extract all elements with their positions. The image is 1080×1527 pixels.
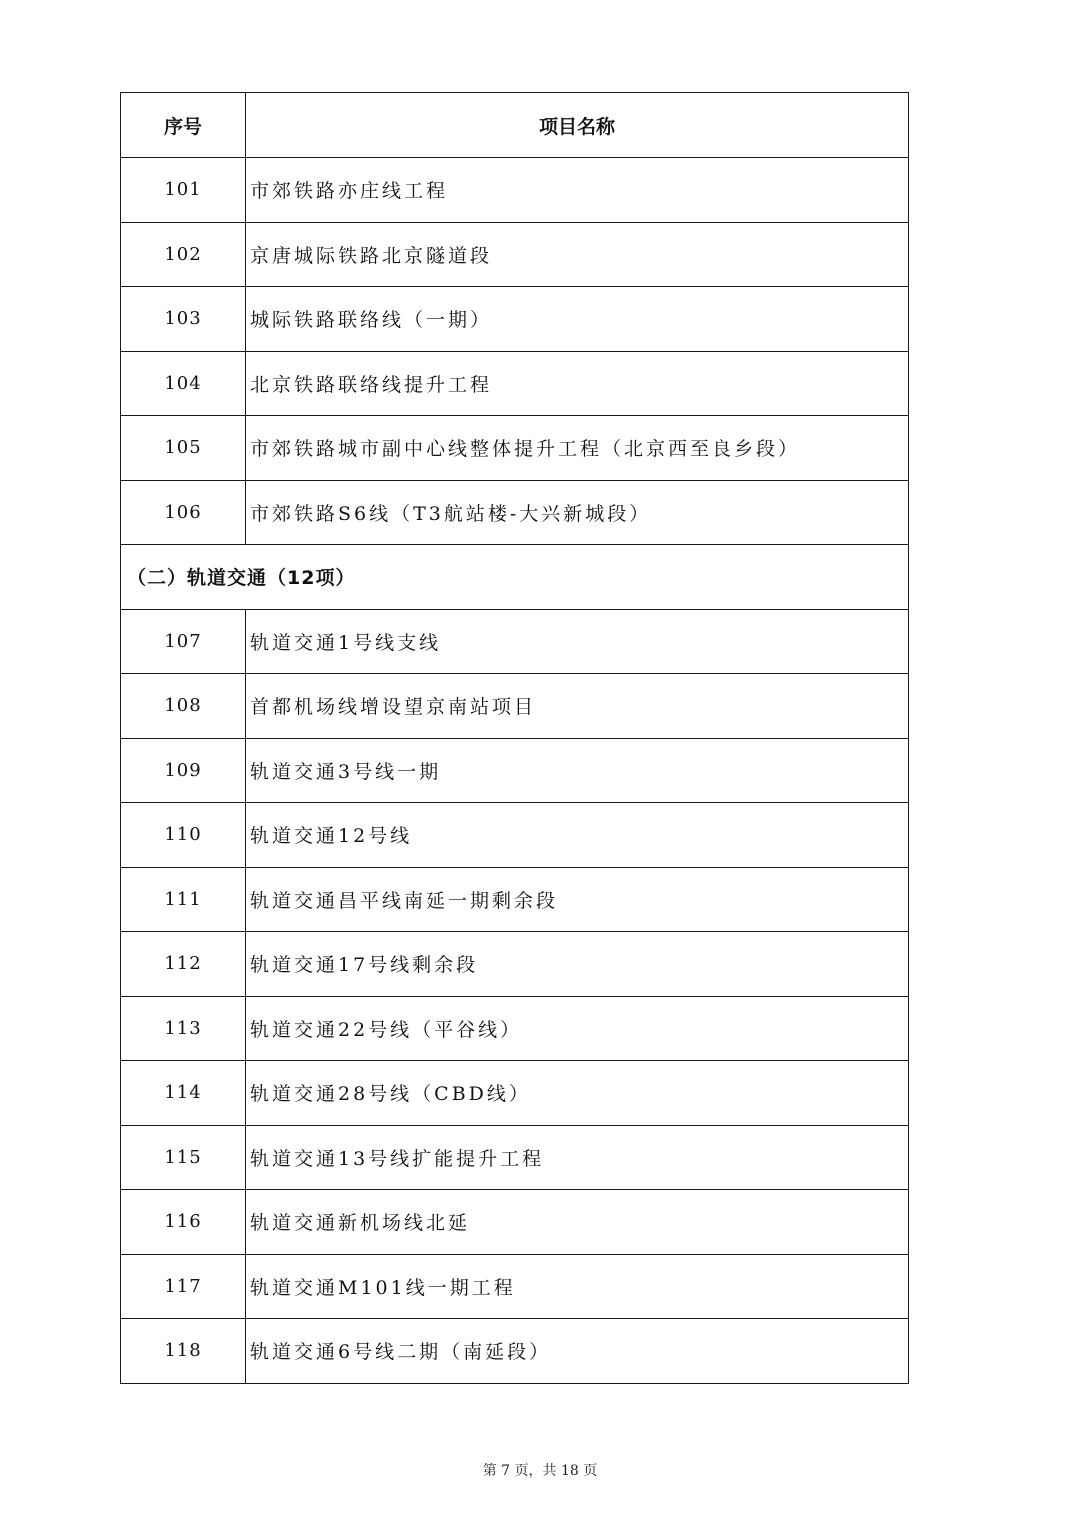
row-project-name: 城际铁路联络线（一期） <box>246 287 909 352</box>
row-project-name: 轨道交通M101线一期工程 <box>246 1254 909 1319</box>
row-project-name: 轨道交通6号线二期（南延段） <box>246 1319 909 1384</box>
table-header-row <box>121 93 909 158</box>
table-row <box>121 867 909 932</box>
table-row <box>121 674 909 739</box>
table-row <box>121 416 909 481</box>
row-project-name: 轨道交通12号线 <box>246 803 909 868</box>
row-number: 103 <box>121 287 246 352</box>
row-project-name: 轨道交通1号线支线 <box>246 609 909 674</box>
row-project-name: 首都机场线增设望京南站项目 <box>246 674 909 739</box>
row-number: 113 <box>121 996 246 1061</box>
table-row <box>121 738 909 803</box>
table-row <box>121 222 909 287</box>
header-number: 序号 <box>121 93 246 158</box>
table-row <box>121 287 909 352</box>
table-row <box>121 609 909 674</box>
row-project-name: 市郊铁路城市副中心线整体提升工程（北京西至良乡段） <box>246 416 909 481</box>
table-row <box>121 803 909 868</box>
row-number: 105 <box>121 416 246 481</box>
row-project-name: 市郊铁路S6线（T3航站楼-大兴新城段） <box>246 480 909 545</box>
row-number: 101 <box>121 158 246 223</box>
row-number: 109 <box>121 738 246 803</box>
header-name: 项目名称 <box>246 93 909 158</box>
table-row <box>121 1254 909 1319</box>
row-project-name: 北京铁路联络线提升工程 <box>246 351 909 416</box>
row-project-name: 轨道交通22号线（平谷线） <box>246 996 909 1061</box>
row-number: 107 <box>121 609 246 674</box>
section-title: （二）轨道交通（12项） <box>121 545 909 610</box>
table-row <box>121 1061 909 1126</box>
row-project-name: 市郊铁路亦庄线工程 <box>246 158 909 223</box>
table-row <box>121 932 909 997</box>
row-number: 112 <box>121 932 246 997</box>
row-project-name: 轨道交通28号线（CBD线） <box>246 1061 909 1126</box>
table-row <box>121 158 909 223</box>
row-number: 114 <box>121 1061 246 1126</box>
row-number: 104 <box>121 351 246 416</box>
row-number: 102 <box>121 222 246 287</box>
row-project-name: 轨道交通3号线一期 <box>246 738 909 803</box>
table-row <box>121 351 909 416</box>
row-number: 106 <box>121 480 246 545</box>
row-number: 118 <box>121 1319 246 1384</box>
row-number: 115 <box>121 1125 246 1190</box>
row-project-name: 轨道交通新机场线北延 <box>246 1190 909 1255</box>
row-number: 116 <box>121 1190 246 1255</box>
row-project-name: 京唐城际铁路北京隧道段 <box>246 222 909 287</box>
row-number: 108 <box>121 674 246 739</box>
table-row <box>121 1319 909 1384</box>
row-project-name: 轨道交通13号线扩能提升工程 <box>246 1125 909 1190</box>
table-row <box>121 1190 909 1255</box>
table-row <box>121 996 909 1061</box>
row-project-name: 轨道交通17号线剩余段 <box>246 932 909 997</box>
row-project-name: 轨道交通昌平线南延一期剩余段 <box>246 867 909 932</box>
row-number: 111 <box>121 867 246 932</box>
table-row <box>121 480 909 545</box>
row-number: 110 <box>121 803 246 868</box>
page-footer: 第 7 页，共 18 页 <box>482 1463 598 1479</box>
project-table <box>120 92 909 1384</box>
row-number: 117 <box>121 1254 246 1319</box>
section-row <box>121 545 909 610</box>
table-row <box>121 1125 909 1190</box>
